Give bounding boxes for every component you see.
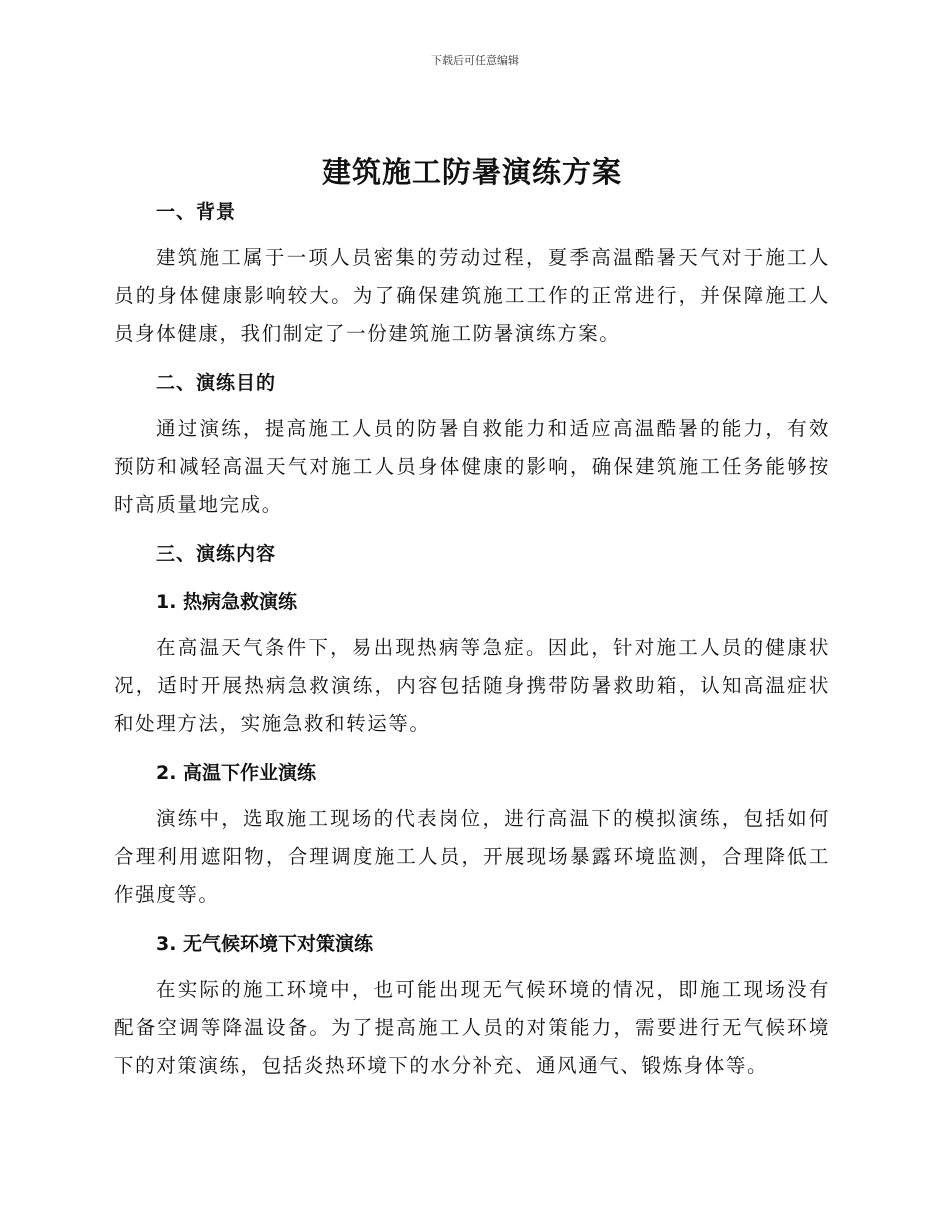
subsection-heading-heatstroke: 1. 热病急救演练	[156, 591, 298, 613]
paragraph-purpose: 通过演练，提高施工人员的防暑自救能力和适应高温酷暑的能力，有效预防和减轻高温天气对施工人员身体健康的影响，确保建筑施工任务能够按时高质量地完成。	[114, 417, 830, 516]
document-body	[114, 150, 830, 1085]
paragraph-high-temp-work: 演练中，选取施工现场的代表岗位，进行高温下的模拟演练，包括如何合理利用遮阳物，合理调度施工人员，开展现场暴露环境监测，合理降低工作强度等。	[114, 807, 830, 906]
section-heading-purpose: 二、演练目的	[156, 372, 277, 394]
document-title: 建筑施工防暑演练方案	[321, 155, 622, 189]
page-header-note: 下载后可任意编辑	[431, 54, 519, 67]
paragraph-background: 建筑施工属于一项人员密集的劳动过程，夏季高温酷暑天气对于施工人员的身体健康影响较大。为了确保建筑施工工作的正常进行，并保障施工人员身体健康，我们制定了一份建筑施工防暑演练方案。	[114, 246, 830, 345]
subsection-heading-no-climate: 3. 无气候环境下对策演练	[156, 933, 374, 955]
paragraph-no-climate: 在实际的施工环境中，也可能出现无气候环境的情况，即施工现场没有配备空调等降温设备。为了提高施工人员的对策能力，需要进行无气候环境下的对策演练，包括炎热环境下的水分补充、通风通气、锻炼身体等。	[114, 978, 830, 1077]
subsection-heading-high-temp-work: 2. 高温下作业演练	[156, 762, 317, 784]
paragraph-heatstroke: 在高温天气条件下，易出现热病等急症。因此，针对施工人员的健康状况，适时开展热病急救演练，内容包括随身携带防暑救助箱，认知高温症状和处理方法，实施急救和转运等。	[114, 636, 830, 735]
section-heading-content: 三、演练内容	[156, 543, 277, 565]
section-heading-background: 一、背景	[156, 201, 237, 223]
